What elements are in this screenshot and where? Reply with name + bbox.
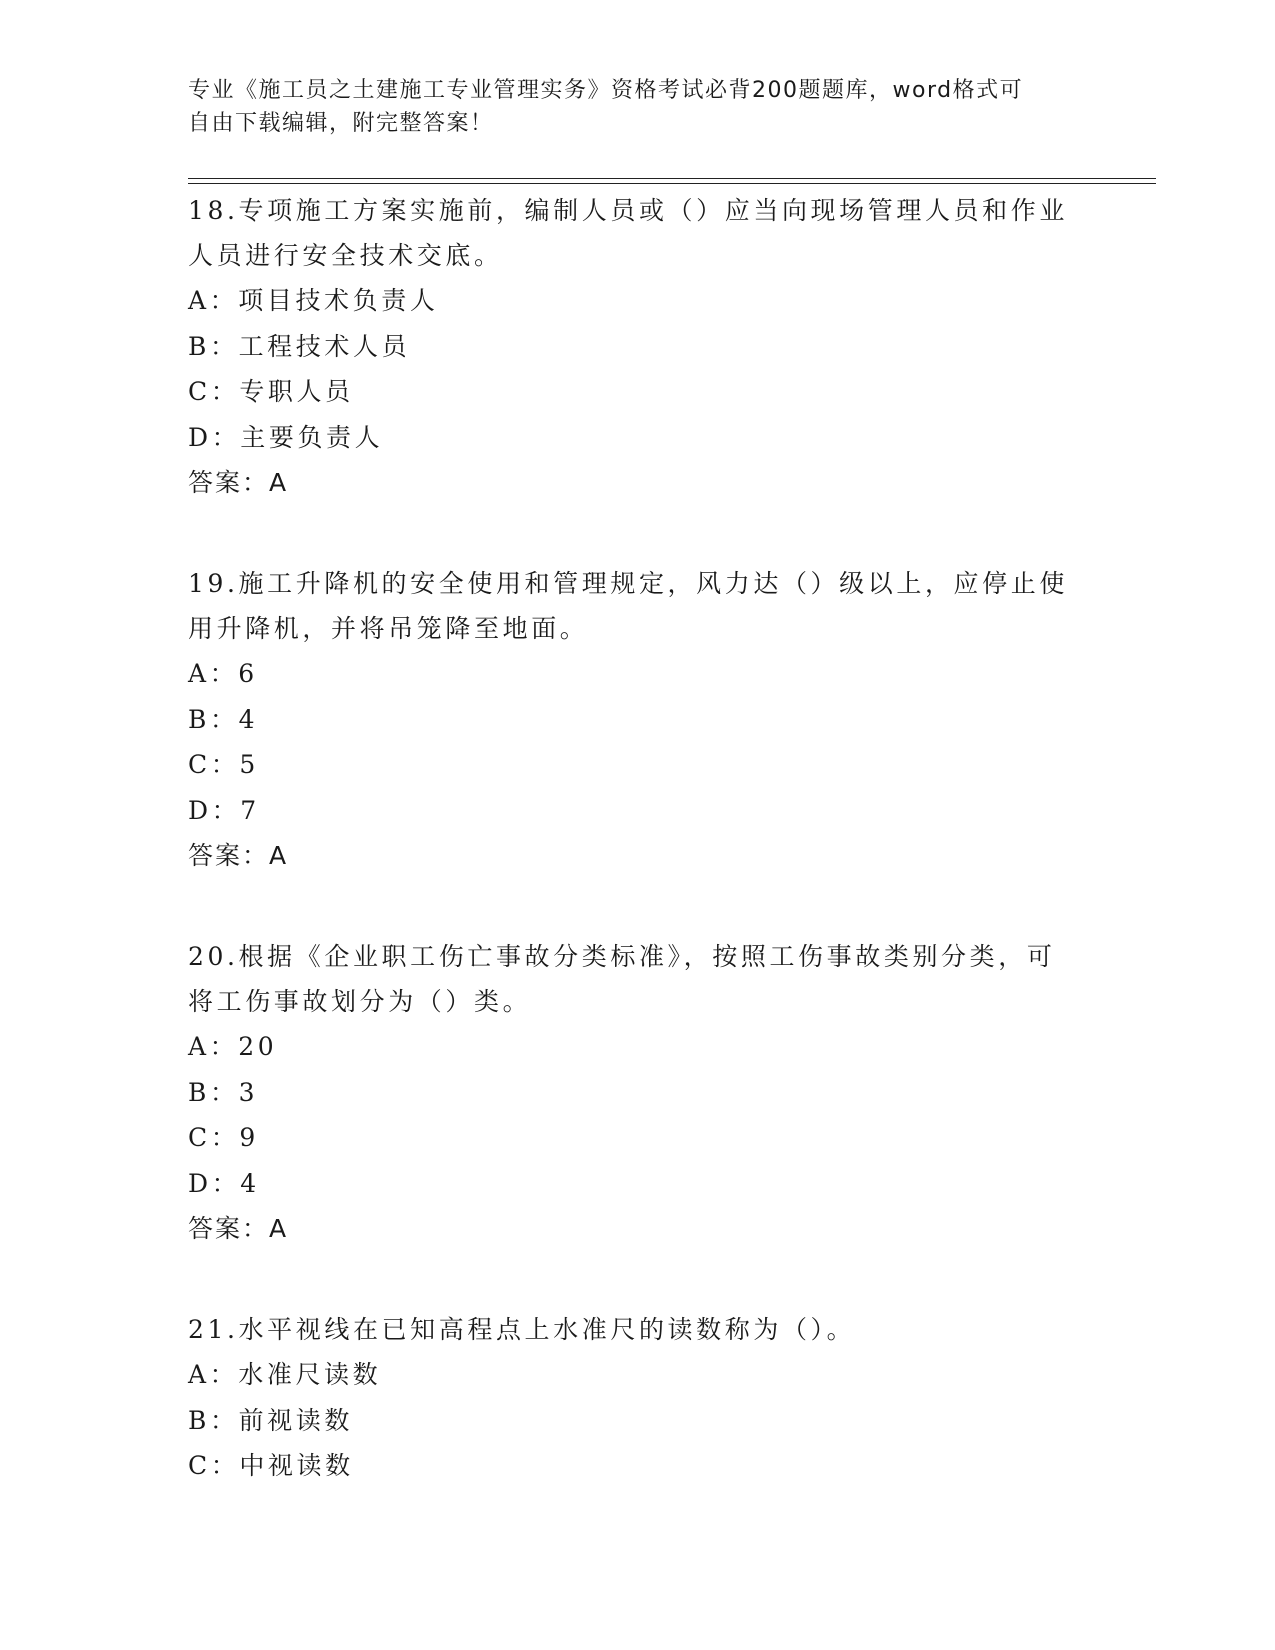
option-a: A：水准尺读数 <box>188 1360 382 1389</box>
option-b: B：4 <box>188 704 259 734</box>
question-18 <box>188 188 1088 505</box>
question-list <box>188 188 1088 1545</box>
option-b: B：3 <box>188 1077 259 1107</box>
question-stem-line: 20.根据《企业职工伤亡事故分类标准》，按照工伤事故类别分类，可 <box>188 942 1056 971</box>
header-line-2: 自由下载编辑，附完整答案！ <box>188 111 494 136</box>
option-c: C：5 <box>188 750 259 779</box>
option-c: C：9 <box>188 1123 259 1152</box>
header-divider-bottom <box>188 183 1156 184</box>
question-stem <box>188 934 1088 1024</box>
question-stem-line: 人员进行安全技术交底。 <box>188 241 503 270</box>
question-stem <box>188 561 1088 651</box>
question-stem-line: 19.施工升降机的安全使用和管理规定，风力达（）级以上，应停止使 <box>188 569 1068 598</box>
option-a: A：项目技术负责人 <box>188 286 439 315</box>
option-a: A：6 <box>188 659 258 688</box>
answer: 答案：A <box>188 468 289 497</box>
option-d: D：主要负责人 <box>188 422 384 452</box>
header-line-1: 专业《施工员之土建施工专业管理实务》资格考试必背200题题库，word格式可 <box>188 78 1024 103</box>
document-header <box>188 74 1068 140</box>
option-d: D：7 <box>188 795 260 825</box>
question-20 <box>188 934 1088 1251</box>
option-c: C：中视读数 <box>188 1451 354 1480</box>
question-stem-line: 18.专项施工方案实施前，编制人员或（）应当向现场管理人员和作业 <box>188 196 1068 225</box>
option-d: D：4 <box>188 1168 260 1198</box>
option-c: C：专职人员 <box>188 377 354 406</box>
question-19 <box>188 561 1088 878</box>
question-stem <box>188 1307 1088 1352</box>
option-a: A：20 <box>188 1032 278 1061</box>
option-b: B：工程技术人员 <box>188 331 411 361</box>
option-b: B：前视读数 <box>188 1405 353 1435</box>
answer: 答案：A <box>188 1214 289 1243</box>
question-stem <box>188 188 1088 278</box>
question-stem-line: 21.水平视线在已知高程点上水准尺的读数称为（）。 <box>188 1315 856 1344</box>
question-21 <box>188 1307 1088 1489</box>
question-stem-line: 将工伤事故划分为（）类。 <box>188 987 532 1016</box>
answer: 答案：A <box>188 841 289 870</box>
header-divider-top <box>188 178 1156 179</box>
question-stem-line: 用升降机，并将吊笼降至地面。 <box>188 614 589 643</box>
